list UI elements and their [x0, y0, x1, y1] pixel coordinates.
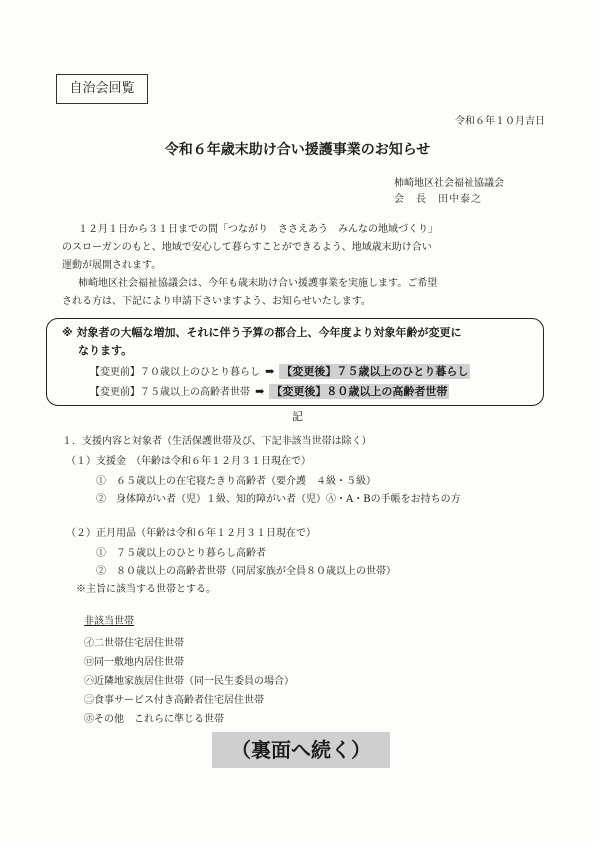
- section-1-note: ※主旨に該当する世帯とする。: [76, 584, 216, 595]
- change-row-1: [90, 360, 470, 379]
- subsection-2-item-1: ① ７５歳以上のひとり暮らし高齢者: [96, 548, 266, 559]
- notice-line-2: なります。: [78, 344, 133, 357]
- change-2-before: 【変更前】７５歳以上の高齢者世帯: [90, 387, 250, 398]
- non-eligible-item: ㋩近隣地家族居住世帯（同一民生委員の場合）: [84, 676, 294, 687]
- section-1-heading: １．支援内容と対象者（生活保護世帯及び、下記非該当世帯は除く）: [62, 436, 372, 447]
- subsection-2-heading: （２）正月用品（年齢は令和６年１２月３１日現在で）: [66, 528, 316, 539]
- notice-line-1: ※ 対象者の大幅な増加、それに伴う予算の都合上、今年度より対象年齢が変更に: [62, 326, 462, 339]
- non-eligible-item: ㊁食事サービス付き高齢者住宅居住世帯: [84, 695, 264, 706]
- change-row-2: [90, 380, 449, 399]
- non-eligible-item: ㋺同一敷地内居住世帯: [84, 657, 184, 668]
- arrow-right-icon: ➡: [255, 385, 265, 398]
- organization-name: 柿崎地区社会福祉協議会: [394, 178, 504, 189]
- change-1-after: 【変更後】７５歳以上のひとり暮らし: [281, 365, 469, 378]
- intro-line-1: １２月１日から３１日までの間「つながり ささえあう みんなの地域づくり」: [78, 224, 438, 235]
- non-eligible-heading: 非該当世帯: [84, 616, 134, 627]
- ki-heading: 記: [292, 410, 303, 423]
- intro-line-3: 運動が展開されます。: [62, 260, 162, 271]
- organization-chair: 会 長 田中泰之: [394, 194, 482, 205]
- non-eligible-item: ㋑二世帯住宅居住世帯: [84, 638, 184, 649]
- non-eligible-item: ㋭その他 これらに準じる世帯: [84, 714, 224, 725]
- change-2-after: 【変更後】８０歳以上の高齢者世帯: [271, 385, 448, 398]
- intro-line-4: 柿崎地区社会福祉協議会は、今年も歳末助け合い援護事業を実施します。ご希望: [78, 278, 438, 289]
- continued-on-back-label: （裏面へ続く）: [212, 732, 390, 768]
- change-1-before: 【変更前】７０歳以上のひとり暮らし: [90, 367, 260, 378]
- circulation-stamp: 自治会回覧: [56, 74, 148, 104]
- subsection-1-heading: （１）支援金 （年齢は令和６年１２月３１日現在で）: [66, 456, 311, 467]
- subsection-1-item-1: ① ６５歳以上の在宅寝たきり高齢者（要介護 ４級・５級）: [96, 476, 376, 487]
- issue-date: 令和６年１０月吉日: [455, 116, 545, 127]
- subsection-1-item-2: ② 身体障がい者（児）１級、知的障がい者（児）Ⓐ・A・Bの手帳をお持ちの方: [96, 494, 461, 505]
- intro-line-2: のスローガンのもと、地域で安心して暮らすことができるよう、地域歳末助け合い: [62, 242, 432, 253]
- subsection-2-item-2: ② ８０歳以上の高齢者世帯（同居家族が全員８０歳以上の世帯）: [96, 566, 396, 577]
- intro-line-5: される方は、下記により申請下さいますよう、お知らせいたします。: [62, 296, 371, 307]
- arrow-right-icon: ➡: [265, 365, 275, 378]
- document-title: 令和６年歳末助け合い援護事業のお知らせ: [164, 142, 431, 158]
